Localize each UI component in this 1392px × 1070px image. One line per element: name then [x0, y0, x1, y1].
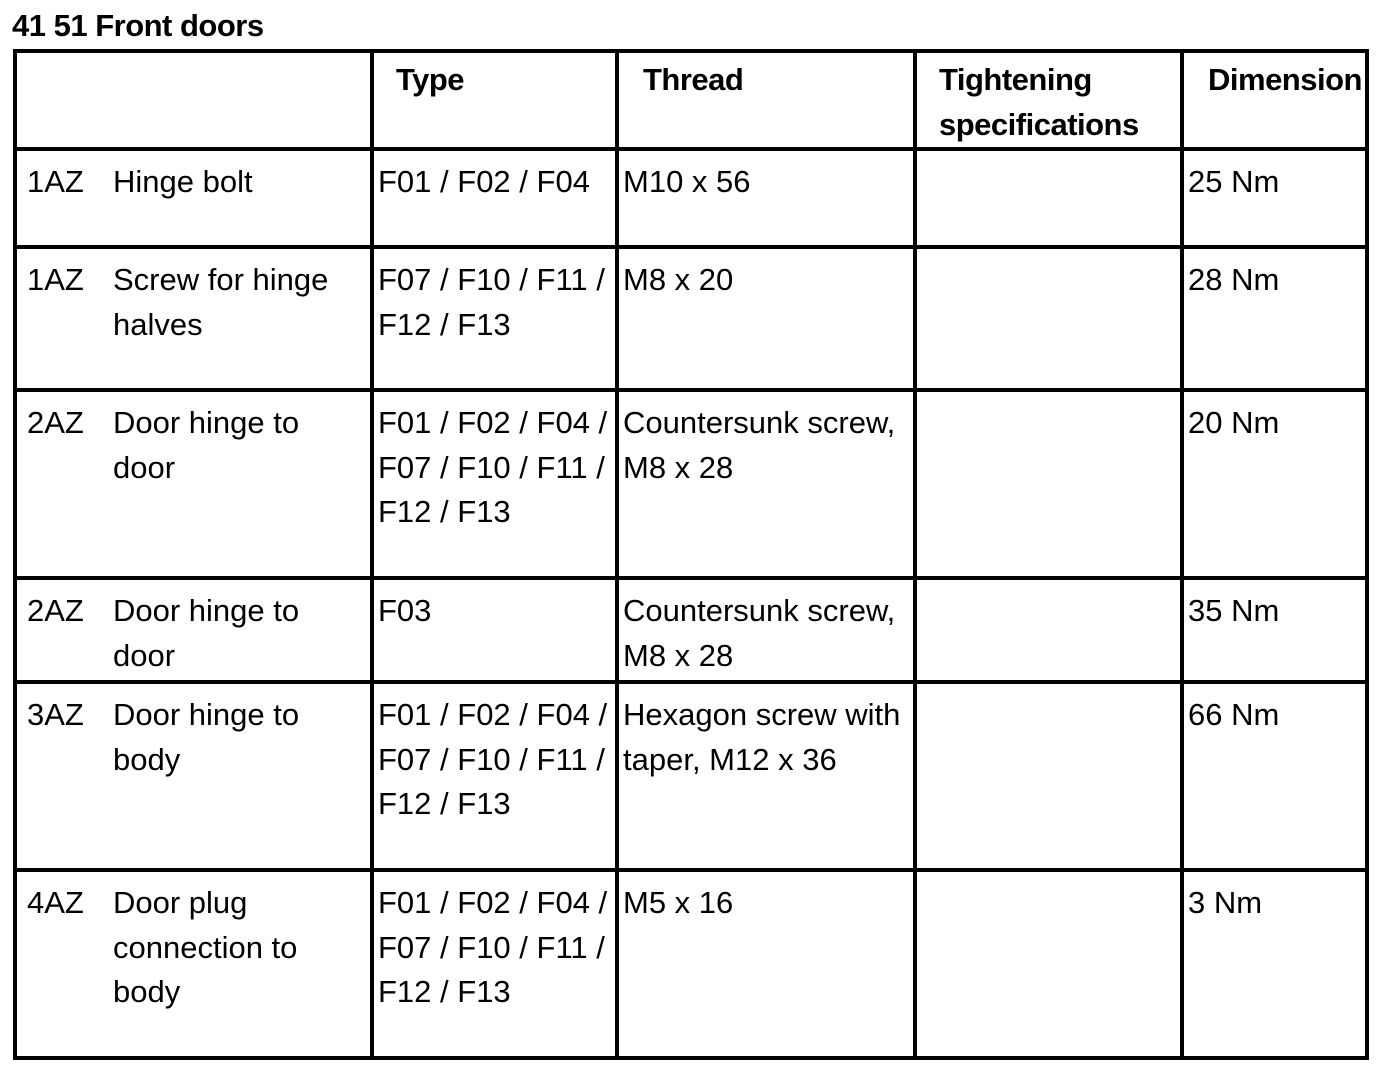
- position-description: Door hinge to door: [113, 405, 300, 485]
- tightening-table: [13, 49, 1369, 1060]
- position-code: 2AZ: [27, 405, 84, 440]
- position-description: Door plug connection to body: [113, 885, 298, 1009]
- table-row: [15, 682, 1367, 870]
- position-cell: [15, 682, 372, 870]
- thread-cell: M10 x 56: [617, 149, 915, 247]
- tightening-cell: [915, 247, 1182, 390]
- type-cell: F01 / F02 / F04 / F07 / F10 / F11 / F12 / F13: [372, 682, 617, 870]
- header-position: [15, 51, 372, 149]
- tightening-cell: [915, 578, 1182, 682]
- header-dimension: Dimension: [1182, 51, 1367, 149]
- position-cell: [15, 247, 372, 390]
- position-code: 2AZ: [27, 593, 84, 628]
- dimension-cell: 35 Nm: [1182, 578, 1367, 682]
- header-thread: Thread: [617, 51, 915, 149]
- type-cell: F01 / F02 / F04 / F07 / F10 / F11 / F12 / F13: [372, 390, 617, 578]
- position-cell: [15, 390, 372, 578]
- position-cell: [15, 870, 372, 1058]
- tightening-cell: [915, 390, 1182, 578]
- table-row: [15, 870, 1367, 1058]
- type-cell: F01 / F02 / F04: [372, 149, 617, 247]
- type-cell: F07 / F10 / F11 / F12 / F13: [372, 247, 617, 390]
- position-description: Hinge bolt: [113, 164, 253, 199]
- tightening-cell: [915, 682, 1182, 870]
- header-tightening: Tightening specifications: [915, 51, 1182, 149]
- header-type: Type: [372, 51, 617, 149]
- type-cell: F03: [372, 578, 617, 682]
- tightening-cell: [915, 870, 1182, 1058]
- table-header-row: [15, 51, 1367, 149]
- position-description: Door hinge to body: [113, 697, 300, 777]
- dimension-cell: 28 Nm: [1182, 247, 1367, 390]
- position-code: 1AZ: [27, 262, 84, 297]
- position-cell: [15, 578, 372, 682]
- dimension-cell: 20 Nm: [1182, 390, 1367, 578]
- position-code: 4AZ: [27, 885, 84, 920]
- position-code: 1AZ: [27, 164, 84, 199]
- type-cell: F01 / F02 / F04 / F07 / F10 / F11 / F12 / F13: [372, 870, 617, 1058]
- dimension-cell: 3 Nm: [1182, 870, 1367, 1058]
- table-row: [15, 390, 1367, 578]
- position-cell: [15, 149, 372, 247]
- position-code: 3AZ: [27, 697, 84, 732]
- thread-cell: M5 x 16: [617, 870, 915, 1058]
- thread-cell: M8 x 20: [617, 247, 915, 390]
- document-title: 41 51 Front doors: [12, 8, 264, 43]
- tightening-cell: [915, 149, 1182, 247]
- position-description: Door hinge to door: [113, 593, 300, 673]
- dimension-cell: 66 Nm: [1182, 682, 1367, 870]
- thread-cell: Hexagon screw with taper, M12 x 36: [617, 682, 915, 870]
- position-description: Screw for hinge halves: [113, 262, 329, 342]
- dimension-cell: 25 Nm: [1182, 149, 1367, 247]
- thread-cell: Countersunk screw, M8 x 28: [617, 390, 915, 578]
- table-row: [15, 578, 1367, 682]
- thread-cell: Countersunk screw, M8 x 28: [617, 578, 915, 682]
- table-row: [15, 149, 1367, 247]
- table-row: [15, 247, 1367, 390]
